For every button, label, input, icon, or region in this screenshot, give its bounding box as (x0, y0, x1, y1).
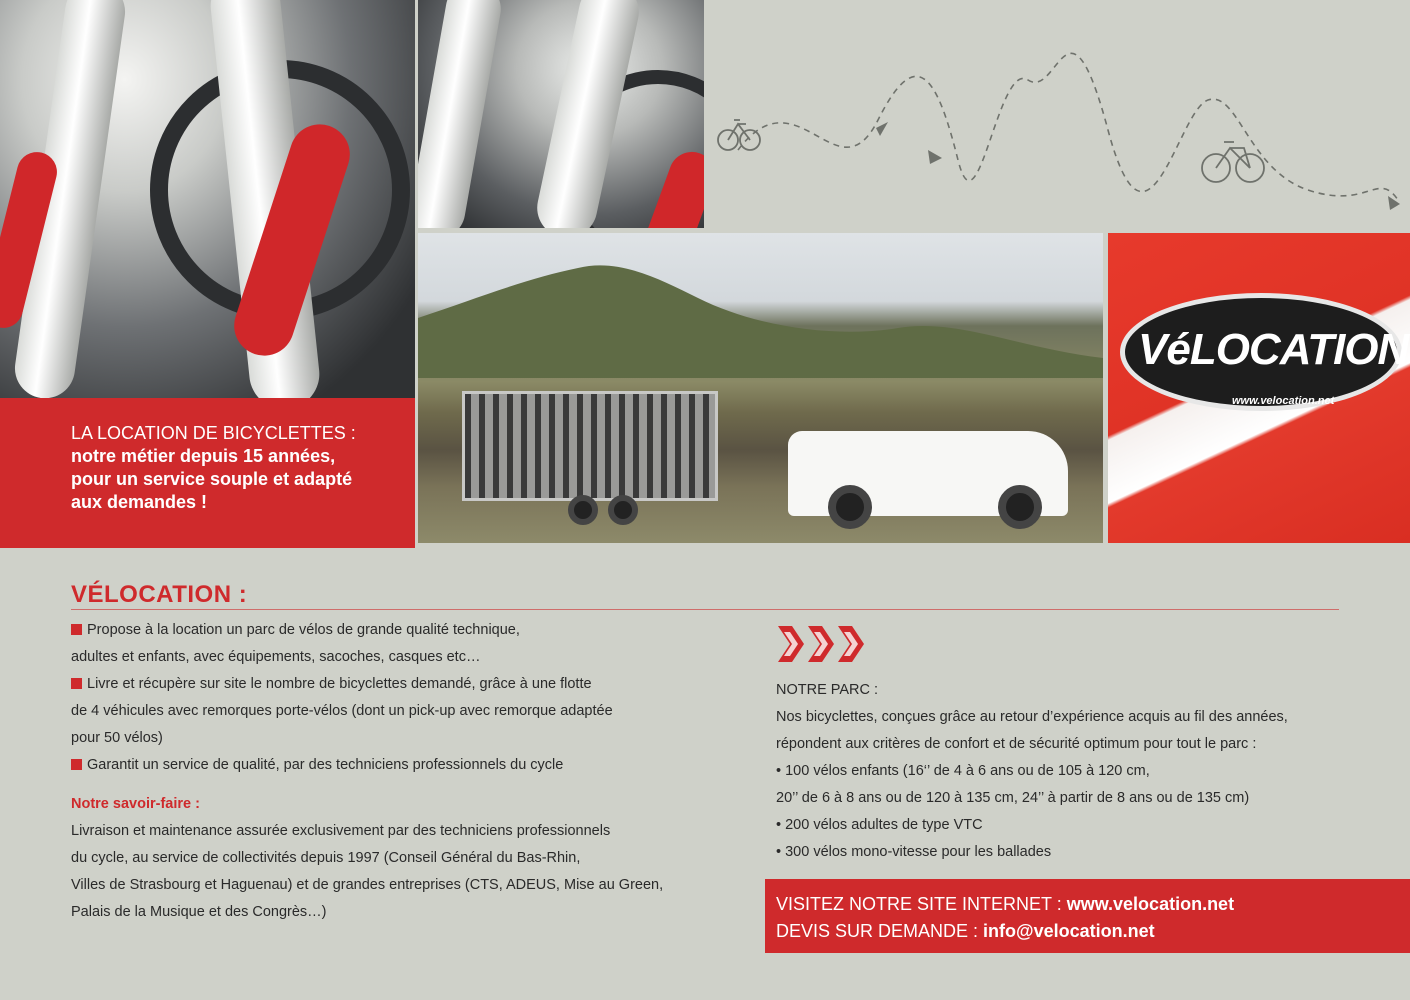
bicycle-icon (718, 120, 760, 150)
trailer-wheel-shape (568, 495, 598, 525)
service-line: Propose à la location un parc de vélos de grande qualité technique, (87, 622, 520, 638)
service-line: pour 50 vélos) (71, 730, 163, 746)
service-item (71, 752, 671, 779)
savoir-faire-title: Notre savoir-faire : (71, 796, 200, 812)
dashed-route (738, 53, 1398, 200)
intro-panel (0, 398, 415, 548)
savoir-faire-line: Livraison et maintenance assurée exclusivement par des techniciens professionnels (71, 823, 611, 839)
truck-wheel-shape (828, 485, 872, 529)
brand-logo-url: www.velocation.net (1232, 395, 1335, 407)
parc-line: • 300 vélos mono-vitesse pour les ballades (776, 844, 1052, 860)
parc-column (776, 677, 1336, 866)
services-column (71, 617, 671, 926)
parc-line: Nos bicyclettes, conçues grâce au retour d’expérience acquis au fil des années, (776, 709, 1288, 725)
service-line: adultes et enfants, avec équipements, sacoches, casques etc… (71, 649, 481, 665)
parc-line: répondent aux critères de confort et de sécurité optimum pour tout le parc : (776, 736, 1257, 752)
savoir-faire-line: Palais de la Musique et des Congrès…) (71, 904, 327, 920)
intro-highlight-line: notre métier depuis 15 années, (71, 446, 336, 466)
website-label: VISITEZ NOTRE SITE INTERNET : (776, 894, 1067, 914)
email-label: DEVIS SUR DEMANDE : (776, 921, 984, 941)
service-line: Garantit un service de qualité, par des techniciens professionnels du cycle (87, 757, 564, 773)
bikes-closeup-photo (0, 0, 415, 398)
parc-title: NOTRE PARC : (776, 682, 879, 698)
service-item (71, 671, 671, 752)
landscape-truck-photo (418, 233, 1103, 543)
route-arrow-icon (1388, 196, 1400, 210)
parc-line: • 200 vélos adultes de type VTC (776, 817, 983, 833)
parc-line: • 100 vélos enfants (16‘’ de 4 à 6 ans ou de 105 à 120 cm, (776, 763, 1150, 779)
section-title: VÉLOCATION : (71, 581, 248, 608)
contact-banner (765, 879, 1410, 953)
bike-frame-shape (418, 0, 505, 228)
route-illustration (708, 0, 1410, 228)
route-arrow-icon (928, 150, 942, 164)
savoir-faire-line: Villes de Strasbourg et Haguenau) et de grandes entreprises (CTS, ADEUS, Mise au Green, (71, 877, 664, 893)
service-item (71, 617, 671, 671)
route-arrow-icon (876, 122, 888, 136)
email-link[interactable]: info@velocation.net (983, 921, 1155, 941)
bikes-rack-photo (418, 0, 704, 228)
mountain-shape (418, 258, 1103, 378)
intro-highlight-line: pour un service souple et adapté (71, 469, 353, 489)
intro-highlight-line: aux demandes ! (71, 492, 208, 512)
truck-wheel-shape (998, 485, 1042, 529)
square-bullet-icon (71, 759, 82, 770)
savoir-faire-line: du cycle, au service de collectivités depuis 1997 (Conseil Général du Bas-Rhin, (71, 850, 581, 866)
intro-lead: LA LOCATION DE BICYCLETTES : (71, 423, 356, 443)
brand-logo-text: VéLOCATION (1138, 325, 1409, 374)
logo-closeup-photo (1108, 233, 1410, 543)
bicycle-icon (1202, 142, 1264, 182)
website-link[interactable]: www.velocation.net (1066, 894, 1235, 914)
service-line: de 4 véhicules avec remorques porte-vélos (dont un pick-up avec remorque adaptée (71, 703, 613, 719)
section-divider (71, 609, 1339, 610)
service-line: Livre et récupère sur site le nombre de bicyclettes demandé, grâce à une flotte (87, 676, 592, 692)
square-bullet-icon (71, 678, 82, 689)
triple-chevron-icon (776, 624, 866, 664)
parc-line: 20’’ de 6 à 8 ans ou de 120 à 135 cm, 24’’ à partir de 8 ans ou de 135 cm) (776, 790, 1250, 806)
square-bullet-icon (71, 624, 82, 635)
trailer-wheel-shape (608, 495, 638, 525)
bike-trailer-shape (462, 391, 718, 501)
